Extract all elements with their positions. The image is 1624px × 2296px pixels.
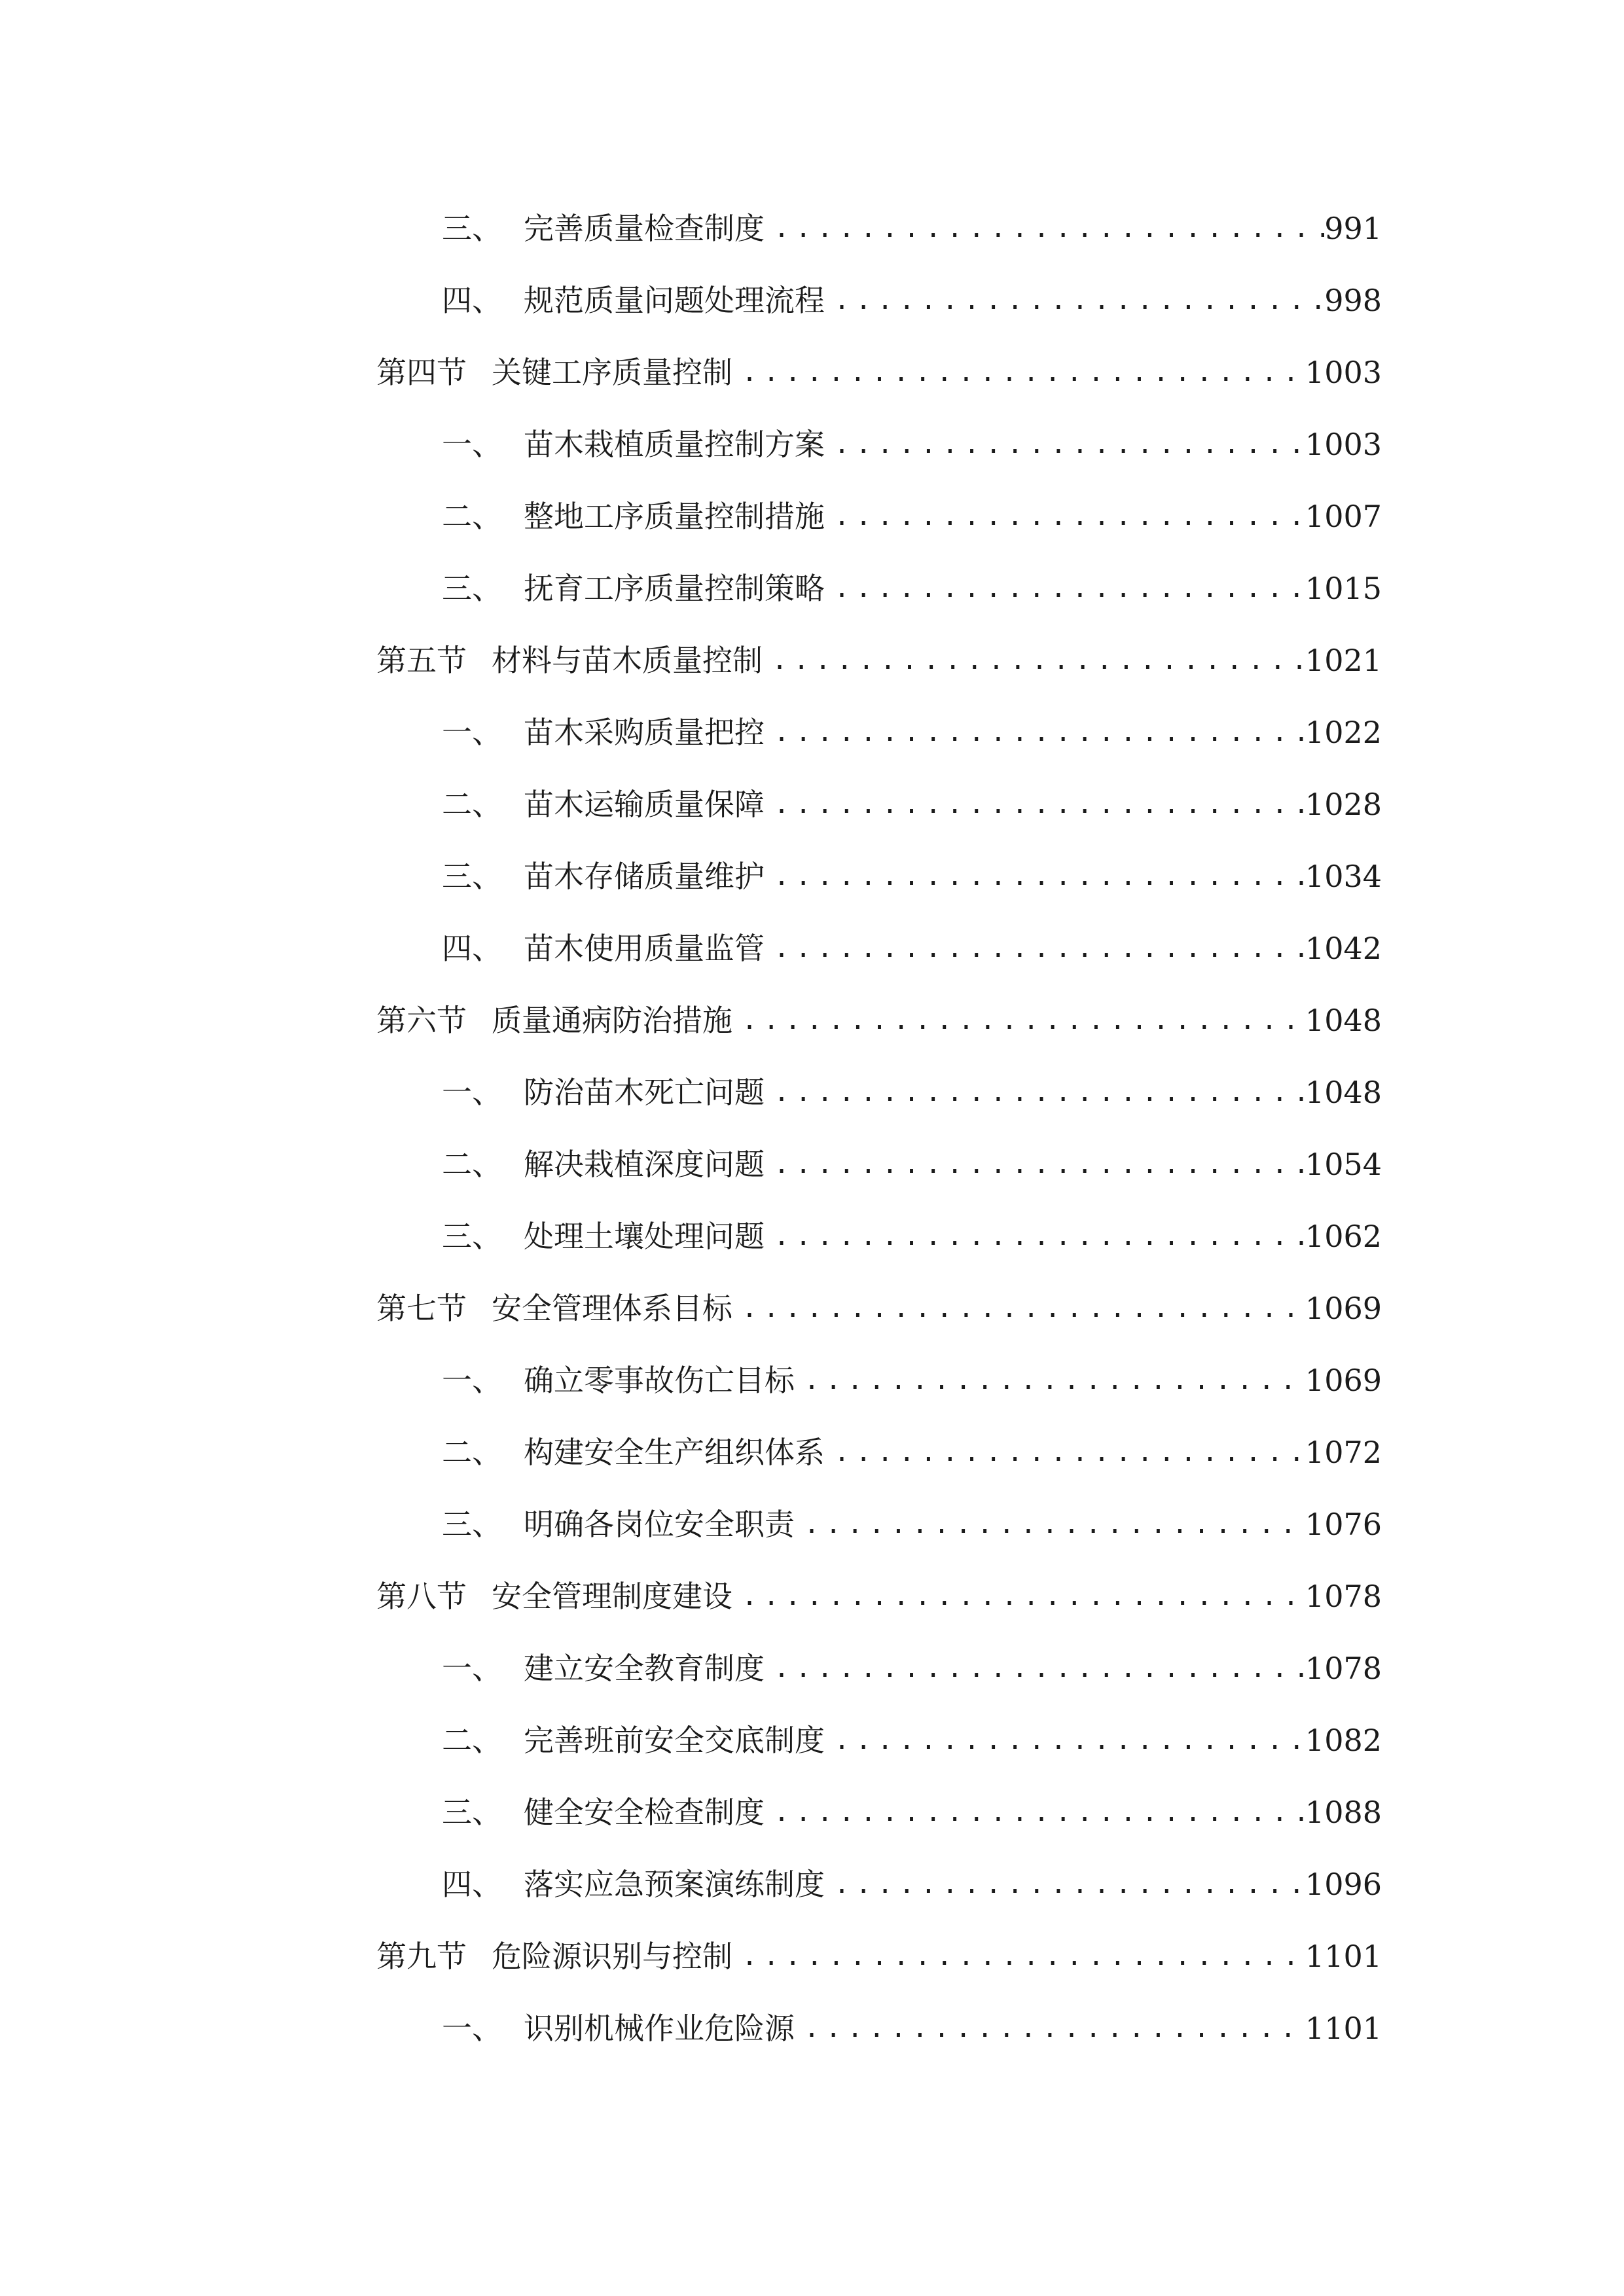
toc-section-title: 质量通病防治措施: [492, 1003, 732, 1038]
toc-entry-number: 二、: [442, 787, 502, 822]
toc-entry-number: 二、: [442, 499, 502, 534]
toc-entry-title: 苗木存储质量维护: [524, 859, 765, 894]
toc-page-number: 1015: [1305, 571, 1382, 606]
toc-dot-leader: [732, 346, 1305, 399]
toc-entry-title: 苗木运输质量保障: [524, 787, 765, 822]
toc-entry-title: 整地工序质量控制措施: [524, 499, 825, 534]
toc-entry-title: 构建安全生产组织体系: [524, 1435, 825, 1470]
toc-entry-number: 三、: [442, 1507, 502, 1542]
toc-dot-leader: [765, 202, 1324, 255]
toc-entry-title: 完善质量检查制度: [524, 211, 765, 246]
toc-dot-leader: [732, 1282, 1305, 1335]
toc-section-number: 第八节: [376, 1579, 467, 1614]
toc-entry-number: 一、: [442, 1075, 502, 1110]
toc-dot-leader: [765, 778, 1305, 831]
toc-entry-title: 落实应急预案演练制度: [524, 1867, 825, 1902]
toc-dot-leader: [765, 1210, 1305, 1263]
toc-entry[interactable]: [442, 778, 1382, 831]
toc-page-number: 1003: [1305, 355, 1382, 390]
toc-entry-number: 三、: [442, 211, 502, 246]
toc-dot-leader: [825, 490, 1305, 543]
toc-entry-title: 建立安全教育制度: [524, 1651, 765, 1686]
toc-entry[interactable]: [442, 490, 1382, 543]
toc-page-number: 1082: [1305, 1723, 1382, 1758]
toc-page-number: 1062: [1305, 1219, 1382, 1254]
toc-dot-leader: [825, 562, 1305, 615]
toc-entry-title: 识别机械作业危险源: [524, 2011, 795, 2046]
toc-entry-title: 健全安全检查制度: [524, 1795, 765, 1830]
toc-dot-leader: [732, 994, 1305, 1047]
toc-entry[interactable]: [442, 2002, 1382, 2054]
toc-dot-leader: [795, 1354, 1305, 1407]
toc-entry[interactable]: [442, 1426, 1382, 1479]
toc-page-number: 1028: [1305, 787, 1382, 822]
toc-entry[interactable]: [442, 1858, 1382, 1910]
toc-entry-number: 二、: [442, 1435, 502, 1470]
toc-entry-title: 处理土壤处理问题: [524, 1219, 765, 1254]
toc-entry[interactable]: [442, 706, 1382, 759]
toc-section-entry[interactable]: [376, 994, 1382, 1047]
toc-section-entry[interactable]: [376, 346, 1382, 399]
toc-entry-number: 二、: [442, 1723, 502, 1758]
toc-dot-leader: [825, 1426, 1305, 1479]
toc-dot-leader: [732, 1930, 1305, 1982]
toc-page-number: 1069: [1305, 1363, 1382, 1398]
toc-section-entry[interactable]: [376, 1282, 1382, 1335]
toc-page-number: 1042: [1305, 931, 1382, 966]
toc-entry[interactable]: [442, 562, 1382, 615]
toc-entry-number: 三、: [442, 859, 502, 894]
toc-page-number: 1003: [1305, 427, 1382, 462]
toc-entry-title: 完善班前安全交底制度: [524, 1723, 825, 1758]
toc-dot-leader: [795, 2002, 1305, 2054]
toc-page-number: 1101: [1305, 1939, 1382, 1974]
toc-section-entry[interactable]: [376, 1930, 1382, 1982]
toc-dot-leader: [765, 1066, 1305, 1119]
toc-entry[interactable]: [442, 1498, 1382, 1551]
toc-page-number: 991: [1324, 211, 1382, 246]
toc-dot-leader: [765, 1786, 1305, 1839]
toc-page-number: 1007: [1305, 499, 1382, 534]
toc-entry[interactable]: [442, 1138, 1382, 1191]
toc-page-number: 1088: [1305, 1795, 1382, 1830]
toc-entry-number: 一、: [442, 2011, 502, 2046]
toc-entry-title: 确立零事故伤亡目标: [524, 1363, 795, 1398]
toc-entry[interactable]: [442, 922, 1382, 975]
toc-entry-number: 一、: [442, 1651, 502, 1686]
toc-entry[interactable]: [442, 274, 1382, 327]
toc-page-number: 1054: [1305, 1147, 1382, 1182]
toc-entry[interactable]: [442, 418, 1382, 471]
toc-page-number: 1078: [1305, 1651, 1382, 1686]
toc-dot-leader: [825, 418, 1305, 471]
toc-section-title: 危险源识别与控制: [492, 1939, 732, 1974]
toc-entry[interactable]: [442, 1210, 1382, 1263]
toc-entry-title: 苗木使用质量监管: [524, 931, 765, 966]
toc-entry-title: 抚育工序质量控制策略: [524, 571, 825, 606]
toc-dot-leader: [825, 274, 1324, 327]
toc-section-entry[interactable]: [376, 634, 1382, 687]
toc-entry[interactable]: [442, 850, 1382, 903]
toc-page-number: 998: [1324, 283, 1382, 318]
toc-page-number: 1096: [1305, 1867, 1382, 1902]
toc-dot-leader: [825, 1858, 1305, 1910]
toc-section-entry[interactable]: [376, 1570, 1382, 1623]
toc-page-number: 1078: [1305, 1579, 1382, 1614]
toc-dot-leader: [765, 706, 1305, 759]
toc-section-title: 安全管理制度建设: [492, 1579, 732, 1614]
toc-dot-leader: [765, 1642, 1305, 1695]
toc-page-number: 1069: [1305, 1291, 1382, 1326]
toc-entry[interactable]: [442, 1714, 1382, 1767]
toc-page-number: 1101: [1305, 2011, 1382, 2046]
toc-section-number: 第九节: [376, 1939, 467, 1974]
toc-entry-number: 三、: [442, 1795, 502, 1830]
toc-page-number: 1034: [1305, 859, 1382, 894]
toc-section-number: 第五节: [376, 643, 467, 678]
toc-entry[interactable]: [442, 202, 1382, 255]
toc-dot-leader: [765, 922, 1305, 975]
toc-entry-title: 防治苗木死亡问题: [524, 1075, 765, 1110]
toc-dot-leader: [825, 1714, 1305, 1767]
toc-page-number: 1048: [1305, 1075, 1382, 1110]
toc-entry-title: 解决栽植深度问题: [524, 1147, 765, 1182]
toc-entry-number: 一、: [442, 1363, 502, 1398]
toc-page-number: 1021: [1305, 643, 1382, 678]
toc-entry[interactable]: [442, 1354, 1382, 1407]
toc-entry-title: 苗木栽植质量控制方案: [524, 427, 825, 462]
toc-dot-leader: [732, 1570, 1305, 1623]
toc-dot-leader: [765, 1138, 1305, 1191]
toc-entry-title: 明确各岗位安全职责: [524, 1507, 795, 1542]
toc-entry[interactable]: [442, 1642, 1382, 1695]
toc-entry-title: 规范质量问题处理流程: [524, 283, 825, 318]
toc-section-number: 第四节: [376, 355, 467, 390]
toc-page-number: 1022: [1305, 715, 1382, 750]
toc-dot-leader: [795, 1498, 1305, 1551]
toc-entry-number: 二、: [442, 1147, 502, 1182]
toc-entry-number: 四、: [442, 283, 502, 318]
toc-page-number: 1048: [1305, 1003, 1382, 1038]
toc-entry-number: 三、: [442, 571, 502, 606]
toc-entry-number: 四、: [442, 931, 502, 966]
toc-section-title: 关键工序质量控制: [492, 355, 732, 390]
toc-entry-number: 一、: [442, 715, 502, 750]
toc-dot-leader: [763, 634, 1305, 687]
toc-entry-title: 苗木采购质量把控: [524, 715, 765, 750]
toc-entry[interactable]: [442, 1786, 1382, 1839]
toc-entry[interactable]: [442, 1066, 1382, 1119]
toc-section-title: 材料与苗木质量控制: [492, 643, 763, 678]
toc-section-number: 第七节: [376, 1291, 467, 1326]
toc-entry-number: 一、: [442, 427, 502, 462]
toc-page-number: 1072: [1305, 1435, 1382, 1470]
toc-dot-leader: [765, 850, 1305, 903]
toc-section-title: 安全管理体系目标: [492, 1291, 732, 1326]
toc-page-number: 1076: [1305, 1507, 1382, 1542]
toc-entry-number: 四、: [442, 1867, 502, 1902]
toc-entry-number: 三、: [442, 1219, 502, 1254]
toc-section-number: 第六节: [376, 1003, 467, 1038]
